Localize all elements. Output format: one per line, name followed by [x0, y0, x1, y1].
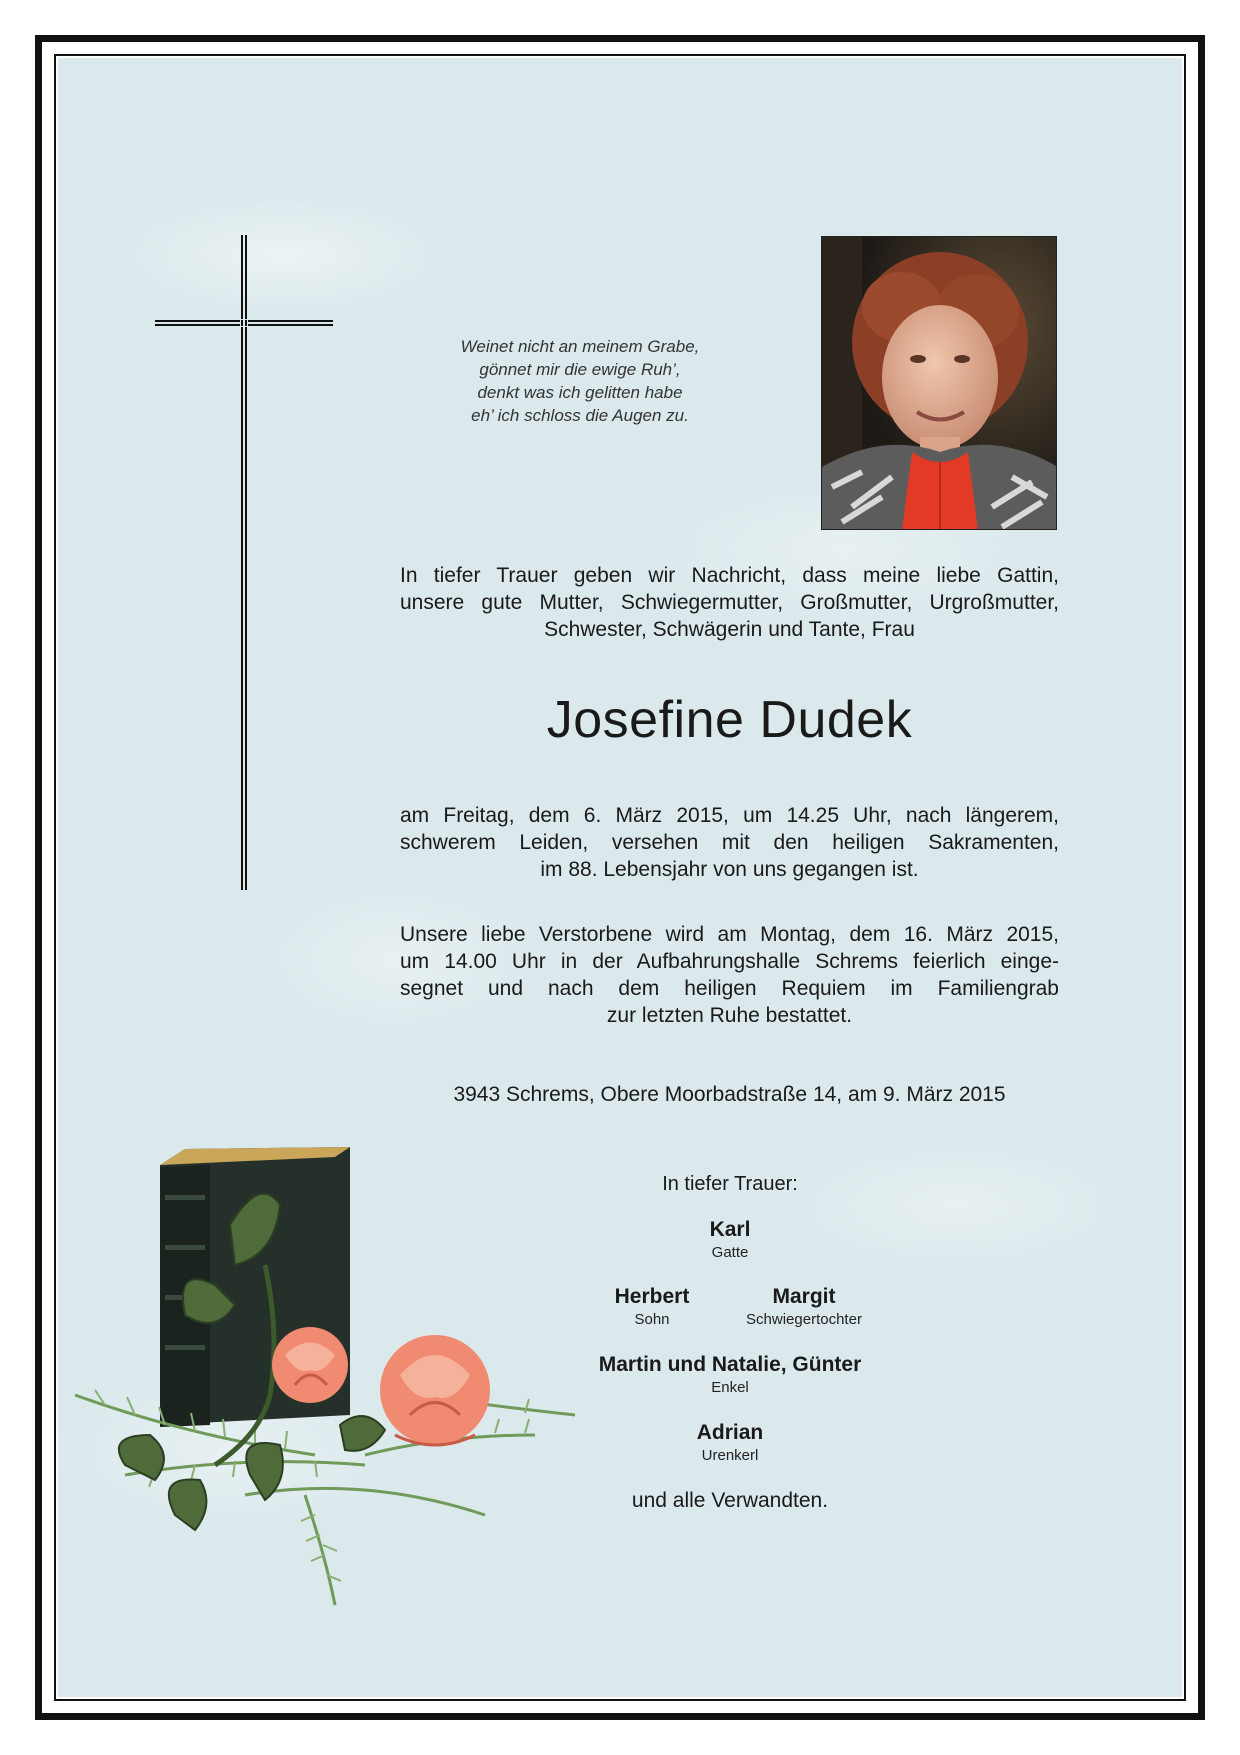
mourner-adrian	[630, 1420, 830, 1466]
funeral-line: zur letzten Ruhe bestattet.	[606, 1004, 853, 1027]
mourner-karl	[630, 1217, 830, 1263]
mourner-name: Karl	[709, 1218, 751, 1241]
mourner-relation: Gatte	[711, 1244, 749, 1261]
mourner-relation: Schwiegertochter	[746, 1311, 862, 1328]
funeral-line: um 14.00 Uhr in der Aufbahrungshalle Schrems feierlich einge-	[400, 950, 1059, 973]
place-date: 3943 Schrems, Obere Moorbadstraße 14, am 9. März 2015	[453, 1083, 1006, 1106]
mourner-name: Margit	[772, 1285, 836, 1308]
poem-line: Weinet nicht an meinem Grabe,	[460, 337, 700, 356]
book-roses-illustration	[65, 1135, 625, 1635]
mourner-name: Martin und Natalie, Günter	[598, 1353, 862, 1376]
death-line: am Freitag, dem 6. März 2015, um 14.25 Uhr, nach längerem,	[400, 804, 1059, 827]
death-line: im 88. Lebensjahr von uns gegangen ist.	[540, 858, 919, 881]
mourner-margit	[704, 1284, 904, 1330]
mourner-relation: Urenkerl	[701, 1447, 759, 1464]
mourner-name: Adrian	[696, 1421, 764, 1444]
poem-line: denkt was ich gelitten habe	[477, 383, 683, 402]
poem-line: gönnet mir die ewige Ruh’,	[479, 360, 681, 379]
intro-line: Schwester, Schwägerin und Tante, Frau	[544, 618, 915, 641]
funeral-paragraph	[400, 921, 1059, 1029]
intro-paragraph	[400, 562, 1059, 643]
mourner-relation: Sohn	[634, 1311, 670, 1328]
intro-line: unsere gute Mutter, Schwiegermutter, Großmutter, Urgroßmutter,	[400, 591, 1059, 614]
death-line: schwerem Leiden, versehen mit den heiligen Sakramenten,	[400, 831, 1059, 854]
mourner-relation: Enkel	[711, 1379, 749, 1396]
mourner-name: Herbert	[614, 1285, 690, 1308]
deceased-name: Josefine Dudek	[546, 691, 913, 749]
portrait-photo	[821, 236, 1057, 530]
funeral-line: Unsere liebe Verstorbene wird am Montag, dem 16. März 2015,	[400, 923, 1059, 946]
poem	[420, 335, 740, 427]
death-paragraph	[400, 802, 1059, 883]
poem-line: eh’ ich schloss die Augen zu.	[471, 406, 689, 425]
mourning-heading: In tiefer Trauer:	[662, 1173, 798, 1195]
cross-icon	[155, 235, 335, 895]
intro-line: In tiefer Trauer geben wir Nachricht, dass meine liebe Gattin,	[400, 564, 1059, 587]
closing-line: und alle Verwandten.	[631, 1489, 829, 1512]
funeral-line: segnet und nach dem heiligen Requiem im Familiengrab	[400, 977, 1059, 1000]
